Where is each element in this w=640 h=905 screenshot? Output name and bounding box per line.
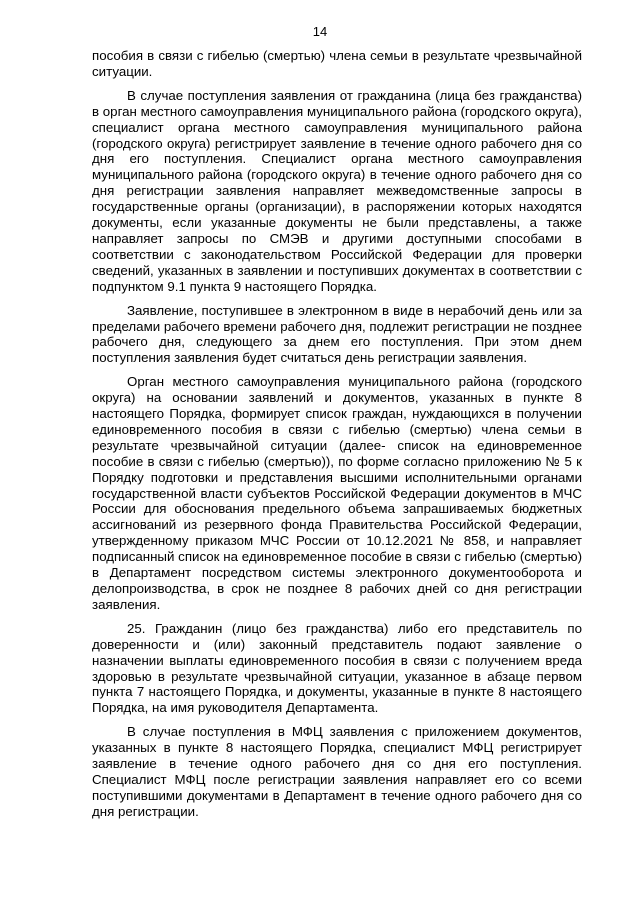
paragraph-item-25: 25. Гражданин (лицо без гражданства) либо его представитель по доверенности и (или) законный представитель подают заявление о назначении выплаты единовременного пособия в связи с получением вреда здоровью в результате чрезвычайной ситуации, указанное в абзаце первом пункта 7 настоящего Порядка, и документы, указанные в пункте 8 настоящего Порядка, на имя руководителя Департамента. [92,620,582,716]
paragraph-citizen-application: В случае поступления заявления от гражданина (лица без гражданства) в орган местного самоуправления муниципального района (городского округа), специалист органа местного самоуправления муниципального района (городского округа) регистрирует заявление в течение одного рабочего дня со дня его поступления. Специалист органа местного самоуправления муниципального района (городского округа) в течение одного рабочего дня со дня регистрации заявления направляет межведомственные запросы в государственные органы (организации), в распоряжении которых находятся документы, если указанные документы не были представлены, а также направляет запросы по СМЭВ и другими доступными способами в соответствии с законодательством Российской Федерации для проверки сведений, указанных в заявлении и поступивших документах в соответствии с подпунктом 9.1 пункта 9 настоящего Порядка. [92,87,582,294]
paragraph-local-government-list: Орган местного самоуправления муниципального района (городского округа) на основании заявлений и документов, указанных в пункте 8 настоящего Порядка, формирует список граждан, нуждающихся в получении единовременного пособия в связи с гибелью (смертью) члена семьи в результате чрезвычайной ситуации (далее- список на единовременное пособие в связи с гибелью (смертью)), по форме согласно приложению № 5 к Порядку подготовки и представления высшими исполнительными органами государственной власти субъектов Российской Федерации документов в МЧС России для обоснования предельного объема запрашиваемых бюджетных ассигнований из резервного фонда Правительства Российской Федерации, утвержденному приказом МЧС России от 10.12.2021 № 858, и направляет подписанный список на единовременное пособие в связи с гибелью (смертью) в Департамент посредством системы электронного документооборота и делопроизводства, в срок не позднее 8 рабочих дней со дня регистрации заявления. [92,374,582,612]
page-number: 14 [312,24,328,39]
paragraph-mfc-application: В случае поступления в МФЦ заявления с приложением документов, указанных в пункте 8 настоящего Порядка, специалист МФЦ регистрирует заявление в течение одного рабочего дня со дня его поступления. Специалист МФЦ после регистрации заявления направляет его со всеми поступившими документами в Департамент в течение одного рабочего дня со дня регистрации. [92,724,582,819]
paragraph-electronic-application: Заявление, поступившее в электронном в виде в нерабочий день или за пределами рабочего времени рабочего дня, подлежит регистрации не позднее рабочего дня, следующего за днем его поступления. При этом днем поступления заявления будет считаться день регистрации заявления. [92,302,582,366]
document-body [92,48,582,828]
paragraph-continuation: пособия в связи с гибелью (смертью) члена семьи в результате чрезвычайной ситуации. [92,48,582,79]
